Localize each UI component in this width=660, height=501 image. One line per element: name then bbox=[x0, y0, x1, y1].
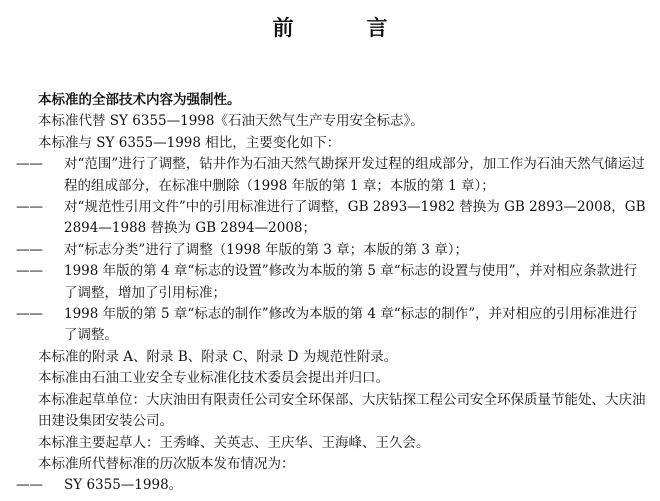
dash-marker: —— bbox=[16, 477, 43, 494]
dash-marker: —— bbox=[16, 263, 43, 280]
replaces-statement: 本标准代替 SY 6355—1998《石油天然气生产专用安全标志》。 bbox=[38, 113, 424, 130]
dash-marker: —— bbox=[16, 156, 43, 173]
change-item-1 bbox=[16, 154, 646, 197]
change-text: 1998 年版的第 5 章“标志的制作”修改为本版的第 4 章“标志的制作”，并对相应的引用标准进行了调整。 bbox=[64, 306, 638, 344]
dash-marker: —— bbox=[16, 241, 43, 258]
page-title: 前 言 bbox=[272, 16, 414, 40]
dash-marker: —— bbox=[16, 199, 43, 216]
history-item bbox=[16, 475, 646, 496]
proposed-statement: 本标准由石油工业安全专业标准化技术委员会提出并归口。 bbox=[38, 370, 389, 387]
change-item-3 bbox=[16, 240, 646, 261]
history-statement: 本标准所代替标准的历次版本发布情况为： bbox=[38, 455, 295, 472]
changes-intro: 本标准与 SY 6355—1998 相比，主要变化如下： bbox=[38, 134, 341, 151]
change-text: 对“标志分类”进行了调整（1998 年版的第 3 章；本版的第 3 章）； bbox=[64, 241, 469, 258]
mandatory-statement: 本标准的全部技术内容为强制性。 bbox=[38, 92, 241, 108]
change-text: 对“范围”进行了调整，钻井作为石油天然气勘探开发过程的组成部分，加工作为石油天然气储运过程的组成部分，在标准中删除（1998 年版的第 1 章；本版的第 1 章）； bbox=[64, 156, 645, 194]
change-item-4 bbox=[16, 261, 646, 304]
appendix-statement: 本标准的附录 A、附录 B、附录 C、附录 D 为规范性附录。 bbox=[38, 348, 398, 365]
change-item-2 bbox=[16, 197, 646, 240]
foreword-body bbox=[16, 90, 646, 497]
drafting-units-statement: 本标准起草单位：大庆油田有限责任公司安全环保部、大庆钻探工程公司安全环保质量节能处、大庆油田建设集团安装公司。 bbox=[38, 391, 646, 430]
dash-marker: —— bbox=[16, 306, 43, 323]
change-text: 1998 年版的第 4 章“标志的设置”修改为本版的第 5 章“标志的设置与使用”，并对相应条款进行了调整，增加了引用标准； bbox=[64, 263, 638, 301]
drafters-statement: 本标准主要起草人：王秀峰、关英志、王庆华、王海峰、王久会。 bbox=[38, 434, 430, 451]
change-item-5 bbox=[16, 304, 646, 347]
history-text: SY 6355—1998。 bbox=[64, 477, 183, 494]
change-text: 对“规范性引用文件”中的引用标准进行了调整，GB 2893—1982 替换为 GB 2893—2008，GB 2894—1988 替换为 GB 2894—2008； bbox=[64, 199, 646, 237]
